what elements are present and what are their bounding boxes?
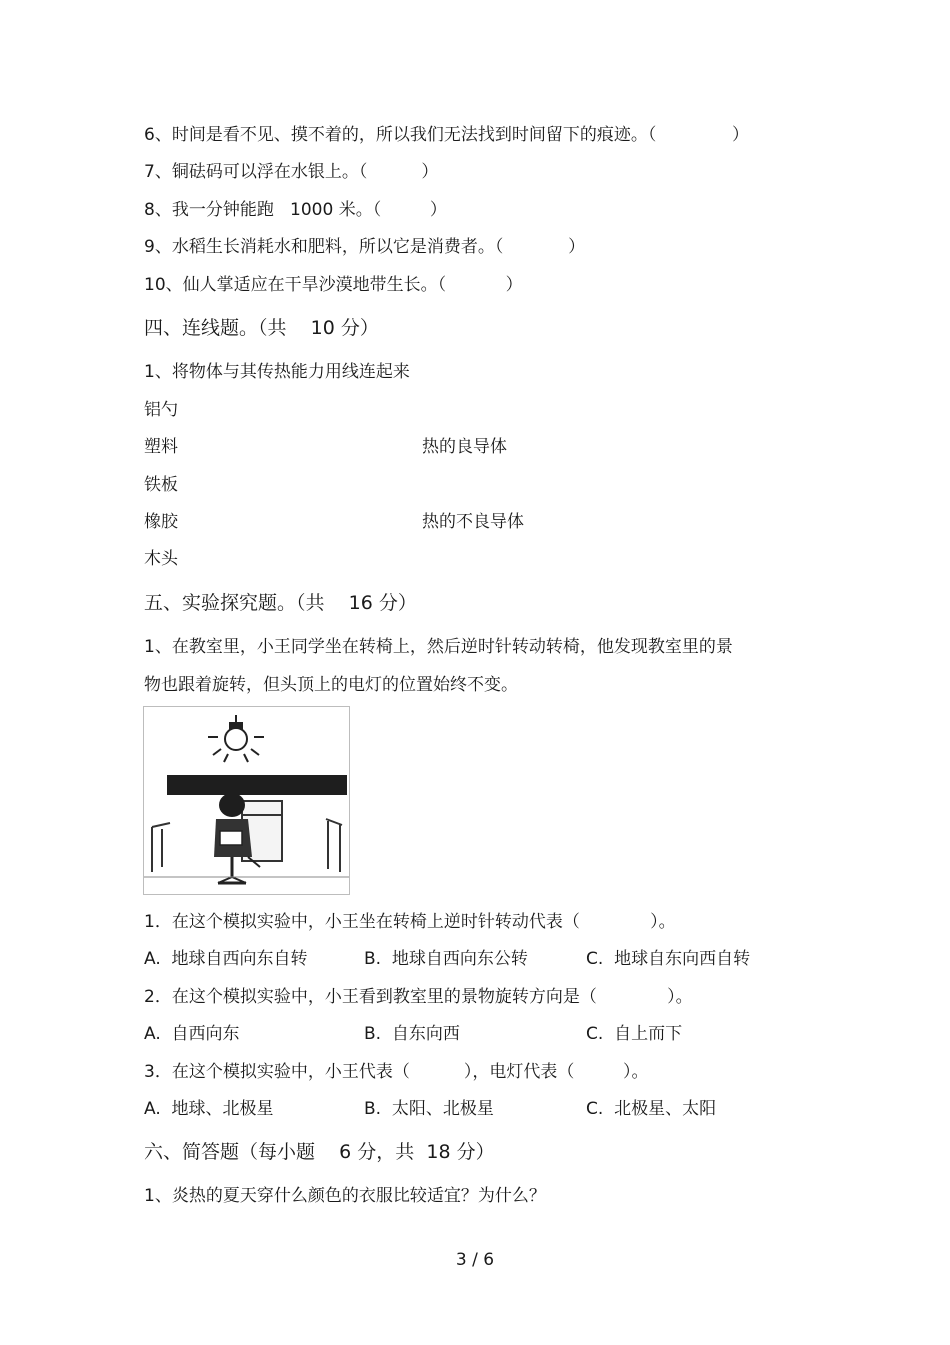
- match-left-item: 塑料: [144, 437, 178, 457]
- section-4-title: 四、连线题。（共 10 分）: [144, 317, 379, 339]
- classroom-lamp-illustration: [143, 706, 350, 895]
- option-a: A. 自西向东: [144, 1024, 240, 1044]
- question-8: 8、我一分钟能跑 1000 米。（ ）: [144, 200, 447, 220]
- option-c: C. 北极星、太阳: [586, 1099, 717, 1119]
- experiment-question-1: 1．在这个模拟实验中，小王坐在转椅上逆时针转动代表（ ）。: [144, 912, 676, 932]
- match-right-item: 热的良导体: [422, 437, 507, 457]
- page-number: 3 / 6: [455, 1250, 495, 1270]
- section-5-intro-line-1: 1、在教室里，小王同学坐在转椅上，然后逆时针转动转椅，他发现教室里的景: [144, 637, 733, 657]
- match-left-item: 橡胶: [144, 512, 178, 532]
- section-5-title: 五、实验探究题。（共 16 分）: [144, 592, 417, 614]
- section-6-question-1: 1、炎热的夏天穿什么颜色的衣服比较适宜？为什么？: [144, 1186, 546, 1206]
- match-left-item: 铁板: [144, 475, 178, 495]
- match-left-item: 铝勺: [144, 400, 178, 420]
- option-c: C. 自上而下: [586, 1024, 683, 1044]
- desk-left-shape: [152, 823, 170, 872]
- experiment-question-3: 3．在这个模拟实验中，小王代表（ ），电灯代表（ ）。: [144, 1062, 649, 1082]
- match-left-item: 木头: [144, 549, 178, 569]
- match-right-item: 热的不良导体: [422, 512, 524, 532]
- desk-right-shape: [326, 819, 342, 872]
- section-4-question-1: 1、将物体与其传热能力用线连起来: [144, 362, 410, 382]
- section-5-intro-line-2: 物也跟着旋转，但头顶上的电灯的位置始终不变。: [144, 675, 518, 695]
- option-b: B. 自东向西: [364, 1024, 460, 1044]
- option-b: B. 太阳、北极星: [364, 1099, 494, 1119]
- question-9: 9、水稻生长消耗水和肥料，所以它是消费者。（ ）: [144, 237, 586, 257]
- question-10: 10、仙人掌适应在干旱沙漠地带生长。（ ）: [144, 275, 523, 295]
- option-a: A. 地球、北极星: [144, 1099, 274, 1119]
- question-7: 7、铜砝码可以浮在水银上。（ ）: [144, 162, 439, 182]
- section-6-title: 六、简答题（每小题 6 分，共 18 分）: [144, 1141, 495, 1163]
- option-c: C. 地球自东向西自转: [586, 949, 751, 969]
- light-bulb-icon: [208, 715, 264, 762]
- question-6: 6、时间是看不见、摸不着的，所以我们无法找到时间留下的痕迹。（ ）: [144, 125, 749, 145]
- option-a: A. 地球自西向东自转: [144, 949, 308, 969]
- experiment-question-2: 2．在这个模拟实验中，小王看到教室里的景物旋转方向是（ ）。: [144, 987, 693, 1007]
- option-b: B. 地球自西向东公转: [364, 949, 528, 969]
- blackboard-shape: [167, 775, 347, 795]
